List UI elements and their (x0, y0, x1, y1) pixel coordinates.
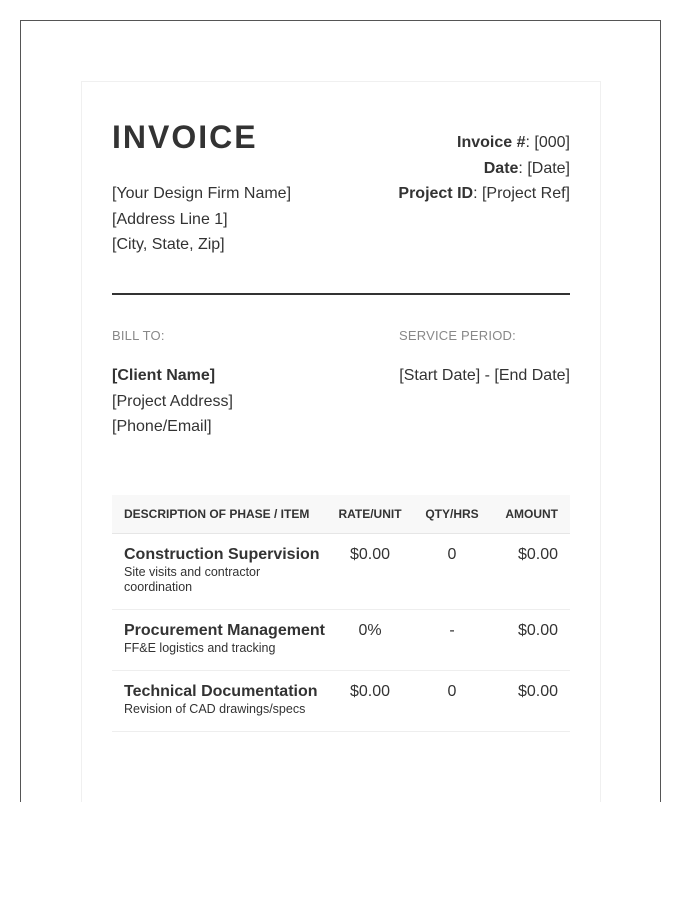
row-description (112, 534, 327, 610)
firm-city-state-zip: [City, State, Zip] (112, 236, 225, 253)
row-qty: 0 (413, 671, 491, 732)
row-description (112, 671, 327, 732)
row-amount: $0.00 (491, 534, 570, 610)
invoice-number-label: Invoice # (457, 134, 526, 151)
firm-name: [Your Design Firm Name] (112, 185, 292, 202)
service-period-value: [Start Date] - [End Date] (399, 367, 570, 384)
client-contact: [Phone/Email] (112, 418, 212, 435)
row-rate: $0.00 (327, 671, 413, 732)
client-info (112, 363, 233, 440)
invoice-sheet (81, 81, 601, 802)
line-items-table (112, 495, 570, 732)
row-qty: - (413, 610, 491, 671)
item-name: Construction Supervision (124, 546, 320, 563)
header-divider (112, 293, 570, 295)
page-frame (20, 20, 661, 802)
item-name: Procurement Management (124, 622, 325, 639)
row-rate: 0% (327, 610, 413, 671)
project-id-value: : [Project Ref] (473, 185, 570, 202)
row-rate: $0.00 (327, 534, 413, 610)
firm-info (112, 181, 291, 258)
project-id (398, 181, 570, 207)
table-header-row (112, 495, 570, 534)
invoice-date-value: : [Date] (518, 159, 570, 177)
table-row (112, 534, 570, 610)
bill-to-label: BILL TO: (112, 328, 165, 343)
invoice-date-label: Date (483, 159, 519, 177)
row-amount: $0.00 (491, 671, 570, 732)
header-qty: QTY/HRS (413, 495, 491, 534)
client-name: [Client Name] (112, 367, 216, 384)
table-row (112, 671, 570, 732)
row-qty: 0 (413, 534, 491, 610)
invoice-date (398, 156, 570, 182)
service-period-label: SERVICE PERIOD: (399, 328, 516, 343)
item-detail: FF&E logistics and tracking (124, 641, 276, 655)
project-id-label: Project ID (398, 185, 474, 202)
table-row (112, 610, 570, 671)
header-rate: RATE/UNIT (327, 495, 413, 534)
invoice-meta (398, 130, 570, 207)
row-description (112, 610, 327, 671)
firm-address-line: [Address Line 1] (112, 210, 228, 228)
header-amount: AMOUNT (491, 495, 570, 534)
invoice-number-value: : [000] (525, 134, 570, 151)
invoice-number (398, 130, 570, 156)
item-name: Technical Documentation (124, 683, 318, 700)
row-amount: $0.00 (491, 610, 570, 671)
item-detail: Site visits and contractor coordination (124, 565, 261, 594)
item-detail: Revision of CAD drawings/specs (124, 702, 306, 716)
client-address: [Project Address] (112, 392, 233, 410)
header-description: DESCRIPTION OF PHASE / ITEM (112, 495, 327, 534)
invoice-title: INVOICE (112, 119, 258, 155)
